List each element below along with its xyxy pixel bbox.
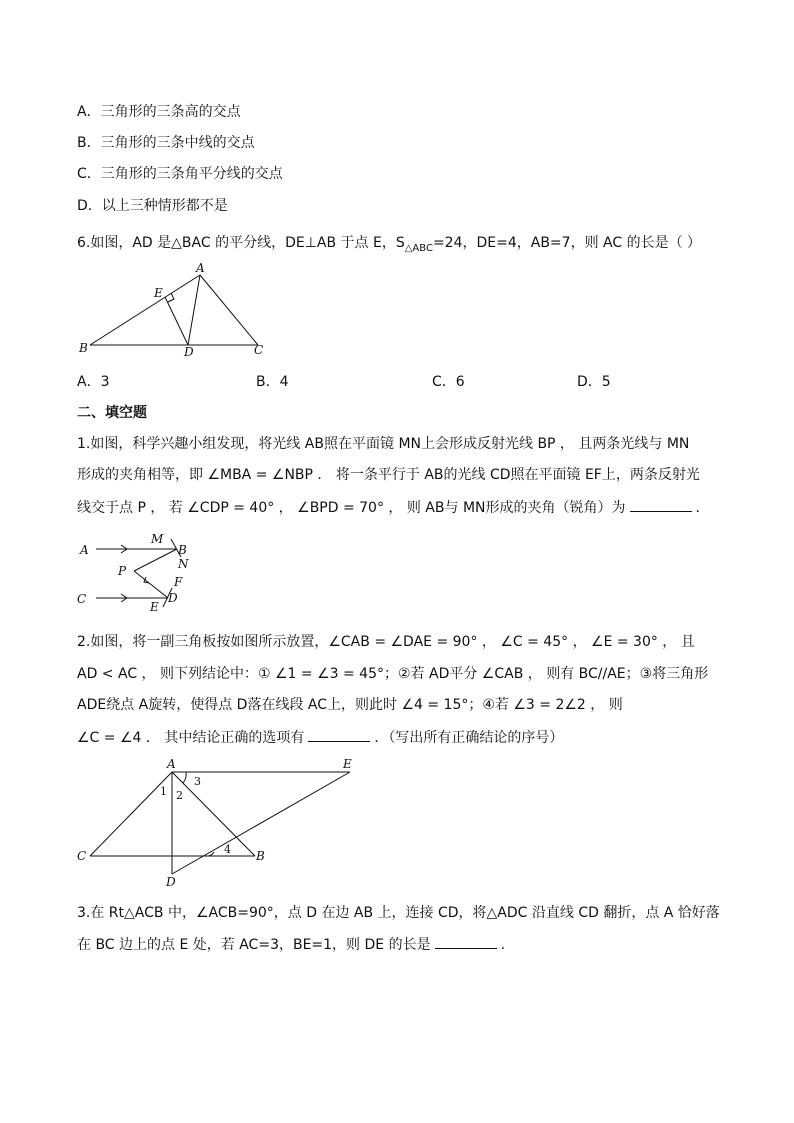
f3-answer-blank[interactable] bbox=[435, 934, 497, 949]
f1-label-d: D bbox=[168, 591, 178, 605]
f3-line1: 3.在 Rt△ACB 中，∠ACB=90°，点 D 在边 AB 上，连接 CD，将△ADC 沿直线 CD 翻折，点 A 恰好落 bbox=[77, 905, 720, 921]
f2-angle-2: 2 bbox=[176, 789, 183, 802]
f3-line2-b: . bbox=[500, 937, 506, 953]
q6-option-a: A．3 bbox=[77, 374, 110, 390]
q6-label-b: B bbox=[79, 341, 88, 355]
q6-option-b: B．4 bbox=[256, 374, 289, 390]
option-b-prev: B．三角形的三条中线的交点 bbox=[77, 135, 255, 151]
f2-line4-a: ∠C = ∠4 ． 其中结论正确的选项有 bbox=[77, 730, 305, 746]
f2-line4-b: ．（写出所有正确结论的序号） bbox=[374, 730, 564, 746]
q6-stem-part1: 6.如图，AD 是△BAC 的平分线，DE⊥AB 于点 E，S bbox=[77, 235, 405, 251]
f2-angle-1: 1 bbox=[160, 785, 167, 798]
f2-label-d: D bbox=[166, 875, 176, 889]
option-c-prev: C．三角形的三条角平分线的交点 bbox=[77, 166, 283, 182]
f2-label-e: E bbox=[343, 757, 352, 771]
f1-label-m: M bbox=[151, 532, 164, 546]
f1-line3-text: 线交于点 P ， 若 ∠CDP = 40° ， ∠BPD = 70° ， 则 AB与 MN形成的夹角（锐角）为 bbox=[77, 500, 626, 516]
f1-line2: 形成的夹角相等，即 ∠MBA = ∠NBP ． 将一条平行于 AB的光线 CD照在平面镜 EF上，两条反射光 bbox=[77, 467, 700, 483]
f3-line2-a: 在 BC 边上的点 E 处，若 AC=3，BE=1，则 DE 的长是 bbox=[77, 937, 431, 953]
option-a-prev: A．三角形的三条高的交点 bbox=[77, 104, 241, 120]
f2-angle-3: 3 bbox=[194, 775, 201, 788]
f1-label-f: F bbox=[174, 575, 183, 589]
f2-label-c: C bbox=[77, 849, 87, 863]
f2-label-b: B bbox=[256, 849, 265, 863]
f2-angle-4: 4 bbox=[224, 843, 231, 856]
f1-label-n: N bbox=[178, 557, 189, 571]
q6-stem-sub: △ABC bbox=[404, 243, 433, 254]
q6-stem-part2: =24，DE=4，AB=7，则 AC 的长是（ ） bbox=[432, 235, 702, 251]
q6-option-d: D．5 bbox=[577, 374, 611, 390]
f2-line3: ADE绕点 A旋转，使得点 D落在线段 AC上，则此时 ∠4 = 15°；④若 ∠3 = 2∠2 ， 则 bbox=[77, 697, 623, 713]
q6-label-d: D bbox=[184, 345, 194, 359]
option-d-prev: D．以上三种情形都不是 bbox=[77, 198, 228, 214]
q6-label-e: E bbox=[154, 286, 163, 300]
f1-label-a: A bbox=[80, 543, 89, 557]
f1-line1: 1.如图，科学兴趣小组发现，将光线 AB照在平面镜 MN上会形成反射光线 BP ， 且两条光线与 MN bbox=[77, 436, 690, 452]
q6-label-a: A bbox=[196, 261, 205, 275]
q6-option-c: C．6 bbox=[432, 374, 465, 390]
f3-line2 bbox=[77, 934, 505, 955]
f2-label-a: A bbox=[167, 757, 176, 771]
f1-label-c: C bbox=[77, 592, 87, 606]
f1-label-e: E bbox=[150, 600, 159, 614]
section-title: 二、填空题 bbox=[77, 405, 147, 421]
f1-label-b: B bbox=[178, 543, 187, 557]
f1-label-p: P bbox=[118, 564, 127, 578]
f1-line3-end: ． bbox=[695, 500, 710, 516]
f2-line1: 2.如图，将一副三角板按如图所示放置，∠CAB = ∠DAE = 90° ， ∠C = 45° ， ∠E = 30° ， 且 bbox=[77, 634, 695, 650]
q6-label-c: C bbox=[254, 343, 264, 357]
f2-line2: AD < AC ， 则下列结论中：① ∠1 = ∠3 = 45°；②若 AD平分 ∠CAB ， 则有 BC//AE；③将三角形 bbox=[77, 666, 709, 682]
